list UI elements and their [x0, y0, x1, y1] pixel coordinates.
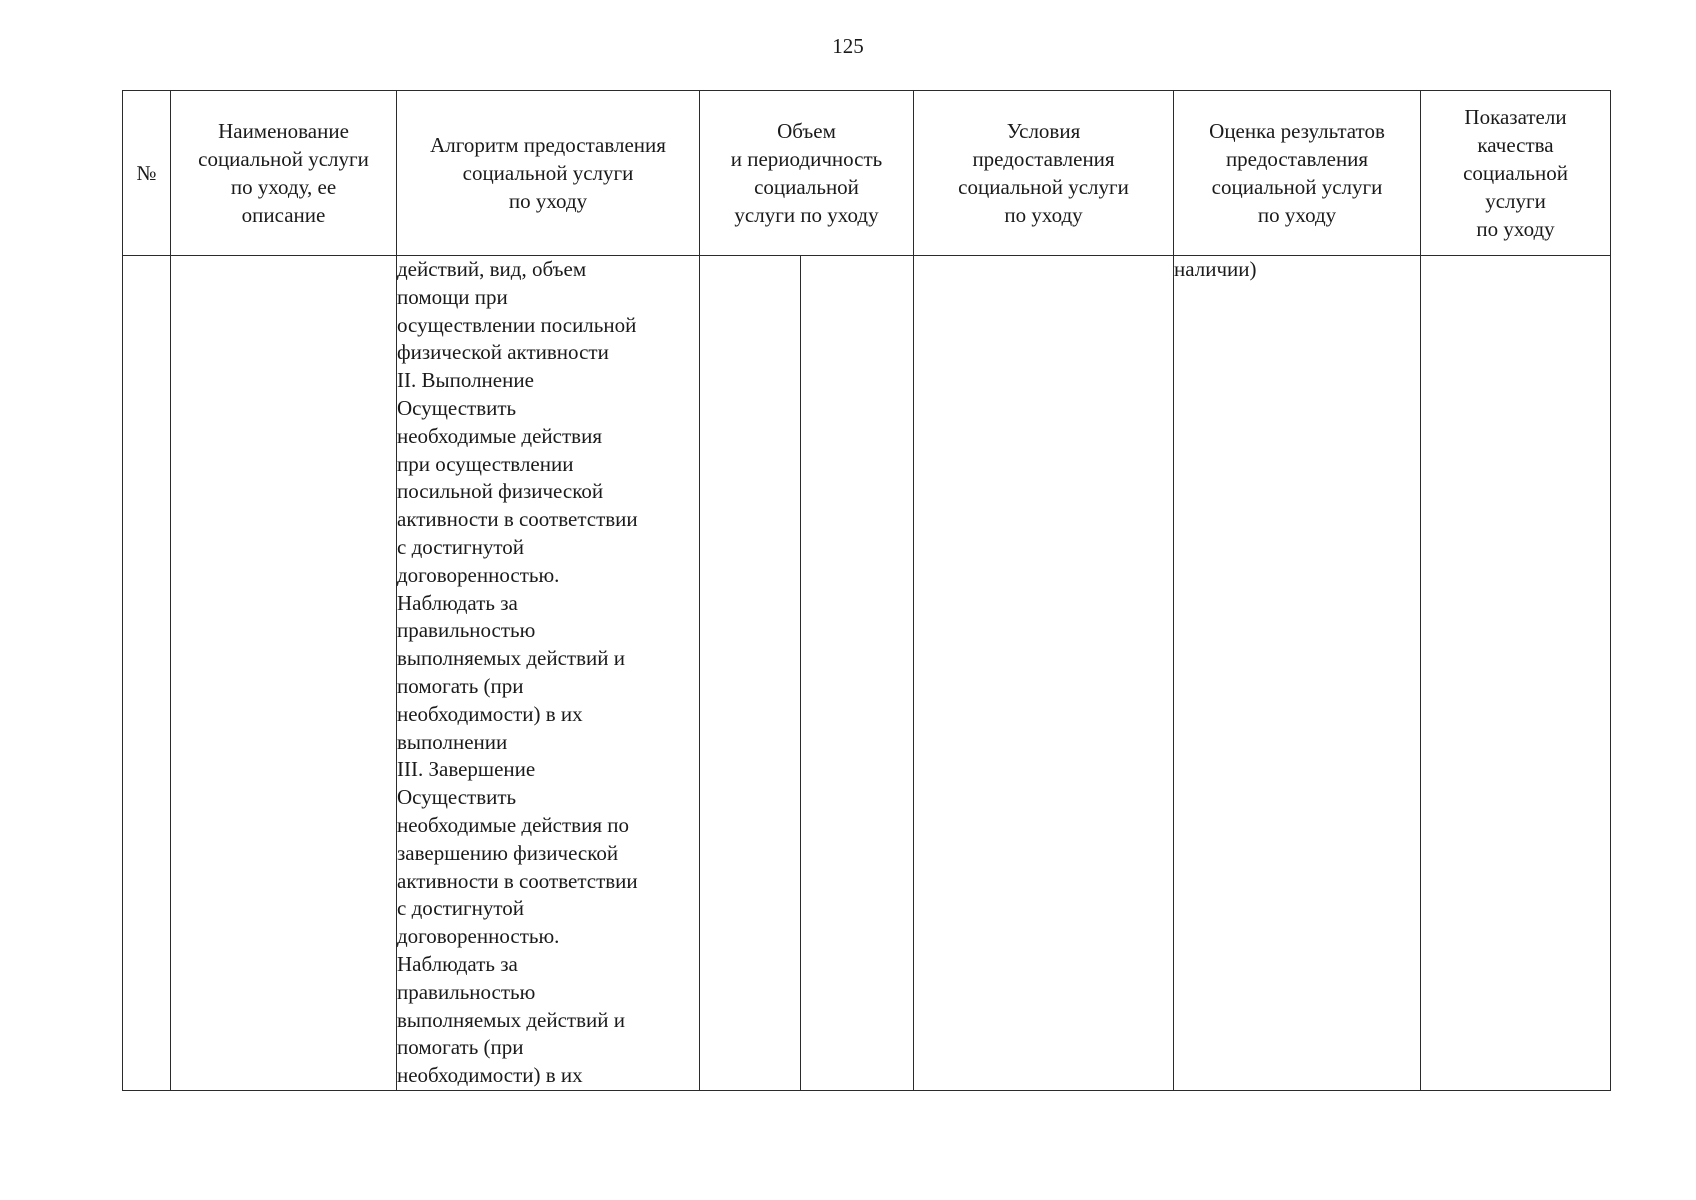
header-line: социальной	[754, 175, 859, 199]
header-line: Наименование	[218, 119, 349, 143]
header-evaluation	[1174, 91, 1421, 256]
cell-volume	[700, 256, 801, 1091]
cell-text-line: необходимые действия	[397, 423, 602, 448]
header-line: социальной услуги	[462, 161, 634, 185]
header-line: предоставления	[972, 147, 1115, 171]
cell-service-name	[171, 256, 397, 1091]
cell-text-line: завершению физической	[397, 840, 619, 865]
table-row	[123, 256, 1611, 1091]
table-header-row	[123, 91, 1611, 256]
cell-text-line: правильностью	[397, 979, 536, 1004]
header-line: Условия	[1006, 119, 1081, 143]
cell-text-line: Осуществить	[397, 785, 517, 810]
cell-text-line: договоренностью.	[397, 562, 560, 587]
header-line: Объем	[777, 119, 836, 143]
cell-periodicity	[801, 256, 914, 1091]
cell-text-line: посильной физической	[397, 479, 604, 504]
header-line: по уходу	[1257, 203, 1337, 227]
cell-text-line: II. Выполнение	[397, 368, 534, 393]
header-line: услуги по уходу	[734, 203, 879, 227]
cell-conditions	[914, 256, 1174, 1091]
cell-text-line: III. Завершение	[397, 757, 536, 782]
header-line: Оценка результатов	[1209, 119, 1385, 143]
header-line: социальной услуги	[1211, 175, 1383, 199]
cell-text-line: активности в соответствии	[397, 507, 638, 532]
page-number: 125	[832, 34, 864, 58]
header-line: по уходу, ее	[230, 175, 337, 199]
cell-text-line: выполняемых действий и	[397, 1007, 625, 1032]
header-line: предоставления	[1225, 147, 1369, 171]
header-line: социальной услуги	[958, 175, 1129, 199]
cell-text-line: осуществлении посильной	[397, 312, 637, 337]
cell-number	[123, 256, 171, 1091]
header-line: услуги	[1485, 189, 1546, 213]
header-volume	[700, 91, 914, 256]
cell-text-line: правильностью	[397, 618, 536, 643]
cell-quality	[1421, 256, 1611, 1091]
header-line: и периодичность	[730, 147, 883, 171]
cell-algorithm	[397, 256, 700, 1091]
header-line: качества	[1477, 133, 1554, 157]
header-line: по уходу	[1004, 203, 1083, 227]
header-number: №	[123, 91, 171, 256]
header-quality	[1421, 91, 1611, 256]
header-line: социальной услуги	[198, 147, 369, 171]
cell-text-line: помогать (при	[397, 1035, 524, 1060]
header-service-name	[171, 91, 397, 256]
header-line: Показатели	[1464, 105, 1567, 129]
cell-text-line: помощи при	[397, 284, 508, 309]
header-algorithm	[397, 91, 700, 256]
cell-text-line: необходимости) в их	[397, 1063, 583, 1088]
header-line: описание	[241, 203, 326, 227]
cell-text-line: физической активности	[397, 340, 609, 365]
cell-text-line: необходимости) в их	[397, 701, 583, 726]
cell-text-line: наличии)	[1174, 257, 1257, 281]
header-line: по уходу	[508, 189, 588, 213]
cell-text-line: договоренностью.	[397, 924, 560, 949]
cell-text-line: при осуществлении	[397, 451, 574, 476]
header-line: социальной	[1463, 161, 1568, 185]
cell-text-line: с достигнутой	[397, 534, 525, 559]
cell-text-line: действий, вид, объем	[397, 257, 587, 281]
cell-text-line: выполнении	[397, 729, 508, 754]
header-line: по уходу	[1476, 217, 1555, 241]
cell-text-line: необходимые действия по	[397, 812, 629, 837]
cell-text-line: Осуществить	[397, 395, 517, 420]
header-conditions	[914, 91, 1174, 256]
cell-text-line: выполняемых действий и	[397, 646, 625, 671]
cell-text-line: с достигнутой	[397, 896, 525, 921]
cell-text-line: Наблюдать за	[397, 590, 518, 615]
cell-evaluation	[1174, 256, 1421, 1091]
cell-text-line: Наблюдать за	[397, 951, 518, 976]
service-table	[122, 90, 1611, 1091]
cell-text-line: помогать (при	[397, 673, 524, 698]
header-line: Алгоритм предоставления	[430, 133, 666, 157]
cell-text-line: активности в соответствии	[397, 868, 638, 893]
